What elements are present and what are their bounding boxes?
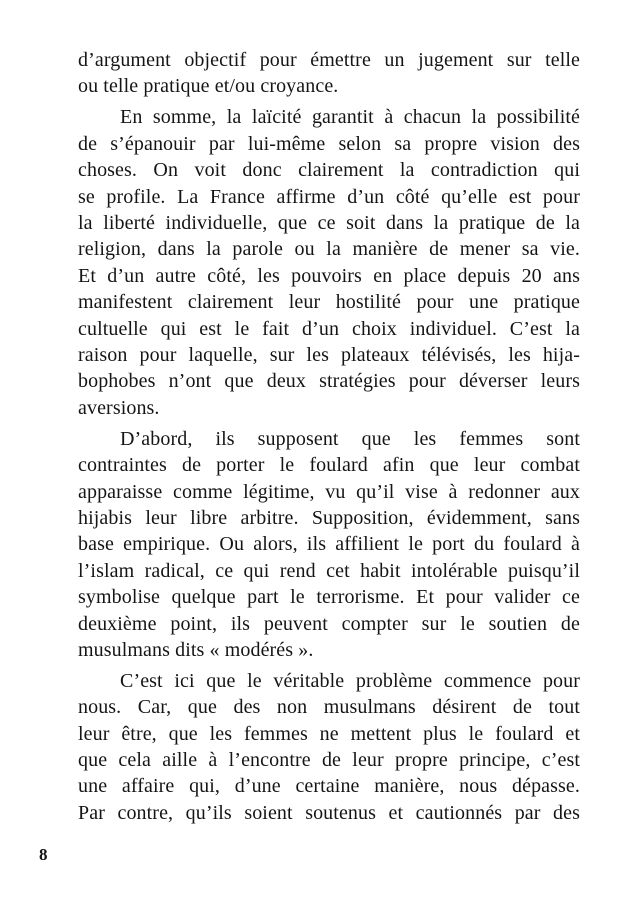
text-line: une affaire qui, d’une certaine manière, nous dépasse. [78,775,580,798]
page-number: 8 [39,845,48,864]
paragraph [78,104,580,421]
text-line: que cela aille à l’encontre de leur propre principe, c’est [78,749,580,772]
text-line: nous. Car, que des non musulmans désirent de tout [78,696,580,719]
text-line: religion, dans la parole ou la manière de mener sa vie. [78,238,580,261]
paragraph [78,668,580,826]
text-line: raison pour laquelle, sur les plateaux télévisés, les hija- [78,343,580,366]
text-line: d’argument objectif pour émettre un jugement sur telle [78,49,580,71]
text-block [78,47,580,826]
text-line: Et d’un autre côté, les pouvoirs en place depuis 20 ans [78,264,580,287]
text-line: manifestent clairement leur hostilité pour une pratique [78,291,580,314]
text-line: la liberté individuelle, que ce soit dans la pratique de la [78,211,580,234]
text-line: symbolise quelque part le terrorisme. Et pour valider ce [78,586,580,609]
text-line: hijabis leur libre arbitre. Supposition, évidemment, sans [78,506,580,529]
text-line: l’islam radical, ce qui rend cet habit intolérable puisqu’il [78,559,580,582]
text-line: se profile. La France affirme d’un côté qu’elle est pour [78,185,580,208]
paragraph [78,426,580,664]
text-line: base empirique. Ou alors, ils affilient le port du foulard à [78,533,580,556]
text-line: choses. On voit donc clairement la contradiction qui [78,159,580,182]
text-line: apparaisse comme légitime, vu qu’il vise à redonner aux [78,480,580,503]
text-line: aversions. [78,396,160,419]
text-line: deuxième point, ils peuvent compter sur le soutien de [78,612,580,635]
text-line: C’est ici que le véritable problème commence pour [120,669,580,692]
text-line: cultuelle qui est le fait d’un choix individuel. C’est la [78,317,580,340]
text-line: bophobes n’ont que deux stratégies pour déverser leurs [78,370,580,393]
text-line: ou telle pratique et/ou croyance. [78,75,339,98]
text-line: contraintes de porter le foulard afin que leur combat [78,454,580,477]
text-line: de s’épanouir par lui-même selon sa propre vision des [78,132,580,155]
text-line: D’abord, ils supposent que les femmes sont [120,427,580,450]
paragraph [78,47,580,100]
text-line: En somme, la laïcité garantit à chacun la possibilité [120,106,580,129]
text-line: musulmans dits « modérés ». [78,638,314,661]
text-line: Par contre, qu’ils soient soutenus et cautionnés par des [78,801,580,824]
text-line: leur être, que les femmes ne mettent plus le foulard et [78,722,580,745]
